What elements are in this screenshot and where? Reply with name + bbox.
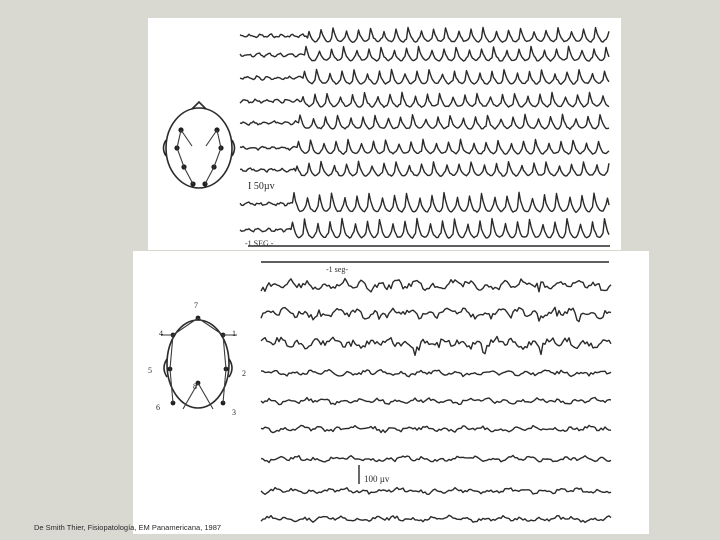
electrode-label: 1	[232, 329, 236, 338]
eeg-trace	[240, 219, 609, 239]
electrode-label: 7	[194, 301, 198, 310]
eeg-traces-bottom	[133, 251, 649, 534]
electrode-label: 2	[242, 369, 246, 378]
electrode-label: 5	[148, 366, 152, 375]
eeg-trace	[261, 398, 611, 405]
eeg-trace	[261, 279, 611, 292]
eeg-trace	[261, 456, 611, 463]
electrode-leads	[161, 318, 237, 409]
eeg-trace	[240, 114, 609, 129]
eeg-trace	[261, 370, 611, 377]
eeg-trace	[261, 515, 611, 522]
top-time-scale-label: -1 SEG.-	[245, 239, 274, 248]
eeg-traces-top	[148, 18, 621, 250]
eeg-trace	[240, 27, 609, 42]
eeg-trace	[240, 161, 609, 176]
eeg-figure-top	[148, 18, 621, 250]
eeg-trace	[261, 488, 611, 495]
eeg-trace	[261, 337, 611, 356]
top-amplitude-scale-label: I 50µv	[248, 181, 275, 192]
eeg-trace	[261, 425, 611, 432]
electrode-leads	[177, 130, 221, 184]
ear-outline	[164, 140, 235, 156]
ear-outline	[164, 359, 232, 377]
electrode-label: 6	[156, 403, 160, 412]
electrode-label: 4	[159, 329, 163, 338]
eeg-figure-bottom	[133, 251, 649, 534]
electrode-label: 8	[193, 382, 197, 391]
bottom-time-scale-label: -1 seg-	[326, 265, 348, 274]
eeg-trace	[240, 46, 609, 61]
electrode-label: 3	[232, 408, 236, 417]
eeg-trace	[240, 139, 609, 154]
bottom-amplitude-scale-label: 100 µv	[364, 474, 390, 484]
eeg-trace	[240, 192, 609, 212]
eeg-trace	[240, 70, 609, 85]
figure-caption: De Smith Thier, Fisiopatología, EM Panamericana, 1987	[34, 523, 222, 532]
eeg-trace	[240, 92, 609, 107]
eeg-trace	[261, 307, 611, 321]
